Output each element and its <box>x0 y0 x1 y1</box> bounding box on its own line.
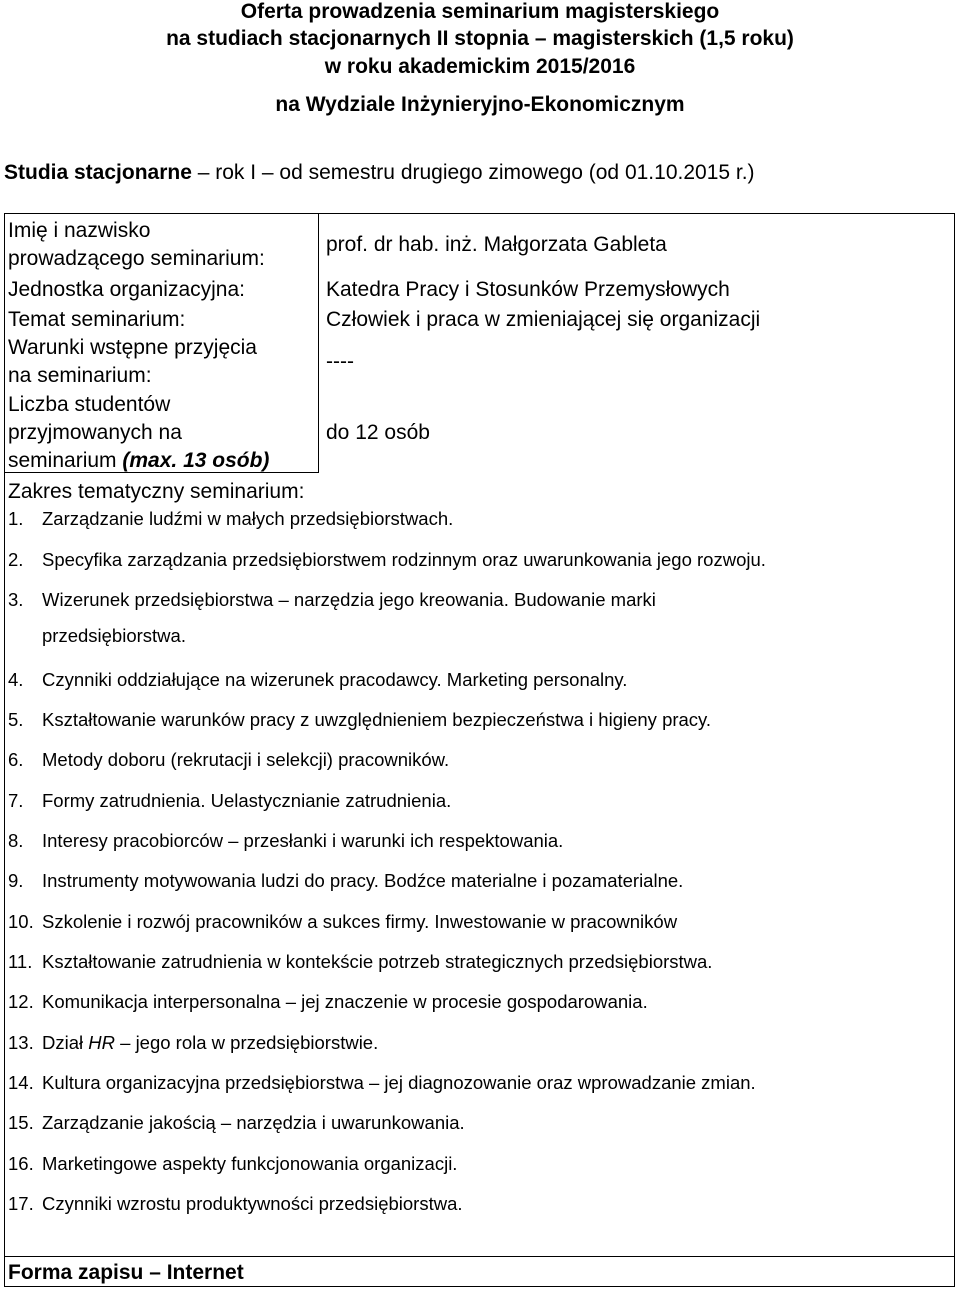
list-item-text: Kultura organizacyjna przedsiębiorstwa – jej diagnozowanie oraz wprowadzanie zmian. <box>42 1072 756 1093</box>
prerequisites-label-2: na seminarium: <box>8 364 152 387</box>
supervisor-value: prof. dr hab. inż. Małgorzata Gableta <box>326 233 667 256</box>
list-item-text: Interesy pracobiorców – przesłanki i warunki ich respektowania. <box>42 830 564 851</box>
list-item-number: 15. <box>8 1112 34 1133</box>
unit-label: Jednostka organizacyjna: <box>8 278 245 301</box>
list-item-text: Zarządzanie ludźmi w małych przedsiębiorstwach. <box>42 508 454 529</box>
list-item-text: Czynniki oddziałujące na wizerunek pracodawcy. Marketing personalny. <box>42 669 628 690</box>
list-item-number: 5. <box>8 709 24 730</box>
prerequisites-value: ---- <box>326 350 354 373</box>
list-item-number: 10. <box>8 911 34 932</box>
list-item-text: Zarządzanie jakością – narzędzia i uwarunkowania. <box>42 1112 465 1133</box>
list-item-number: 9. <box>8 870 24 891</box>
list-item-text: Instrumenty motywowania ludzi do pracy. Bodźce materialne i pozamaterialne. <box>42 870 684 891</box>
title-line-4: na Wydziale Inżynieryjno-Ekonomicznym <box>275 93 685 116</box>
supervisor-label-1: Imię i nazwisko <box>8 219 151 242</box>
list-item-text: Komunikacja interpersonalna – jej znaczenie w procesie gospodarowania. <box>42 991 648 1012</box>
list-item-text: Specyfika zarządzania przedsiębiorstwem rodzinnym oraz uwarunkowania jego rozwoju. <box>42 549 766 570</box>
supervisor-label-2: prowadzącego seminarium: <box>8 247 265 270</box>
table-column-divider <box>318 213 319 472</box>
list-item-number: 2. <box>8 549 24 570</box>
list-item-number: 13. <box>8 1032 34 1053</box>
list-item-text <box>42 1030 378 1056</box>
students-value: do 12 osób <box>326 421 430 444</box>
list-item-text: Wizerunek przedsiębiorstwa – narzędzia jego kreowania. Budowanie marki <box>42 589 656 610</box>
list-item-text: Kształtowanie zatrudnienia w kontekście potrzeb strategicznych przedsiębiorstwa. <box>42 951 713 972</box>
study-mode-rest: – rok I – od semestru drugiego zimowego (od 01.10.2015 r.) <box>191 161 755 184</box>
students-max-note: (max. 13 osób) <box>122 449 270 472</box>
list-item-text-part: Dział <box>42 1032 89 1053</box>
unit-value: Katedra Pracy i Stosunków Przemysłowych <box>326 278 730 301</box>
list-item-text-emphasis: HR <box>88 1032 115 1053</box>
list-item-number: 4. <box>8 669 24 690</box>
students-label-2: przyjmowanych na <box>8 421 182 444</box>
list-item-number: 11. <box>8 951 33 972</box>
students-label-1: Liczba studentów <box>8 393 171 416</box>
list-item-number: 6. <box>8 749 24 770</box>
enrollment-divider <box>4 1256 955 1257</box>
list-item-text: Marketingowe aspekty funkcjonowania organizacji. <box>42 1153 458 1174</box>
list-item-text: Czynniki wzrostu produktywności przedsiębiorstwa. <box>42 1193 463 1214</box>
list-item-text-part: – jego rola w przedsiębiorstwie. <box>115 1032 379 1053</box>
title-line-2: na studiach stacjonarnych II stopnia – magisterskich (1,5 roku) <box>166 27 794 50</box>
topic-value: Człowiek i praca w zmieniającej się organizacji <box>326 308 761 331</box>
list-item-number: 16. <box>8 1153 34 1174</box>
list-item-number: 3. <box>8 589 24 610</box>
list-item-number: 8. <box>8 830 24 851</box>
list-item-number: 7. <box>8 790 24 811</box>
list-item-text: Szkolenie i rozwój pracowników a sukces firmy. Inwestowanie w pracowników <box>42 911 678 932</box>
scope-label: Zakres tematyczny seminarium: <box>8 480 305 503</box>
list-item-text: Metody doboru (rekrutacji i selekcji) pracowników. <box>42 749 450 770</box>
topic-label: Temat seminarium: <box>8 308 186 331</box>
title-line-1: Oferta prowadzenia seminarium magisterskiego <box>240 0 720 23</box>
prerequisites-label-1: Warunki wstępne przyjęcia <box>8 336 257 359</box>
students-label-3 <box>8 447 269 475</box>
study-mode-line <box>4 161 755 185</box>
list-item-text: Kształtowanie warunków pracy z uwzględnieniem bezpieczeństwa i higieny pracy. <box>42 709 712 730</box>
list-item-number: 17. <box>8 1193 34 1214</box>
list-item-number: 12. <box>8 991 34 1012</box>
students-label-3-text: seminarium <box>8 449 123 472</box>
list-item-text: Formy zatrudnienia. Uelastycznianie zatrudnienia. <box>42 790 452 811</box>
list-item-continuation: przedsiębiorstwa. <box>42 625 186 646</box>
list-item-number: 14. <box>8 1072 34 1093</box>
list-item-number: 1. <box>8 508 24 529</box>
title-line-3: w roku akademickim 2015/2016 <box>324 55 636 78</box>
enrollment-method: Forma zapisu – Internet <box>8 1261 244 1284</box>
study-mode-bold: Studia stacjonarne <box>4 161 192 184</box>
